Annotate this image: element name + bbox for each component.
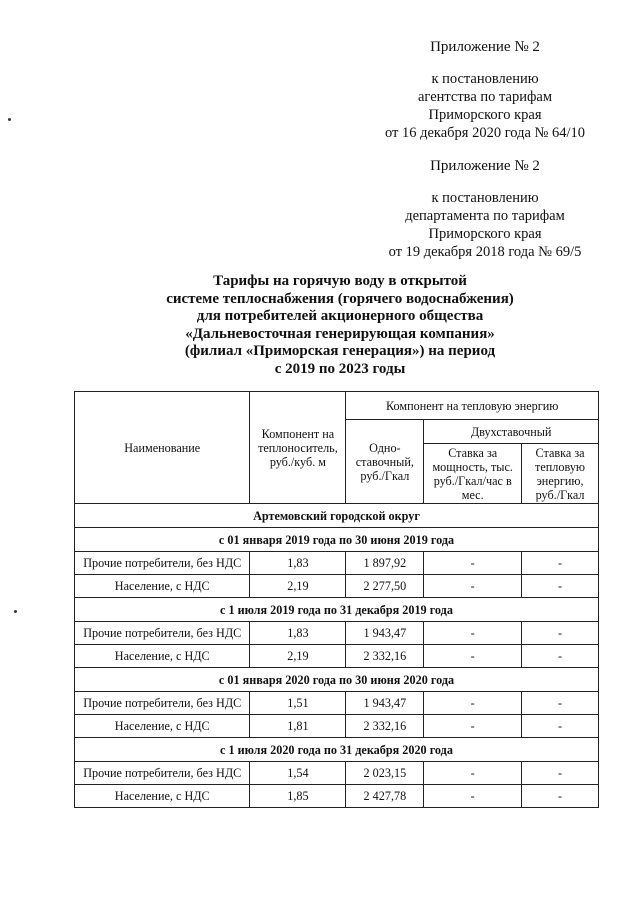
appendix-title: Приложение № 2 [430, 158, 540, 174]
header-energy-rate: Ставка за тепловую энергию, руб./Гкал [522, 444, 599, 504]
power-rate-value: - [424, 785, 522, 808]
energy-rate-value: - [522, 575, 599, 598]
energy-rate-value: - [522, 645, 599, 668]
energy-rate-value: - [522, 552, 599, 575]
carrier-value: 1,85 [250, 785, 346, 808]
period-row: с 1 июля 2020 года по 31 декабря 2020 года [75, 738, 599, 762]
power-rate-value: - [424, 762, 522, 785]
energy-rate-value: - [522, 785, 599, 808]
header-name: Наименование [75, 392, 250, 504]
consumer-name: Население, с НДС [75, 575, 250, 598]
table-row [75, 622, 599, 645]
power-rate-value: - [424, 715, 522, 738]
period-row: с 01 января 2019 года по 30 июня 2019 года [75, 528, 599, 552]
tariff-table [74, 391, 599, 808]
single-rate-value: 2 023,15 [346, 762, 424, 785]
consumer-name: Прочие потребители, без НДС [75, 762, 250, 785]
title-line: системе теплоснабжения (горячего водоснабжения) [166, 290, 514, 307]
table-row [75, 715, 599, 738]
table-row [75, 552, 599, 575]
appendix-block-1 [370, 38, 600, 142]
carrier-value: 1,51 [250, 692, 346, 715]
consumer-name: Прочие потребители, без НДС [75, 692, 250, 715]
region-row: Артемовский городской округ [75, 504, 599, 528]
header-power-rate: Ставка за мощность, тыс. руб./Гкал/час в мес. [424, 444, 522, 504]
consumer-name: Прочие потребители, без НДС [75, 622, 250, 645]
single-rate-value: 2 332,16 [346, 715, 424, 738]
header-carrier-component: Компонент на теплоноситель, руб./куб. м [250, 392, 346, 504]
energy-rate-value: - [522, 715, 599, 738]
single-rate-value: 1 943,47 [346, 622, 424, 645]
single-rate-value: 2 427,78 [346, 785, 424, 808]
title-line: (филиал «Приморская генерация») на период [184, 343, 496, 359]
header-energy-component: Компонент на тепловую энергию [346, 392, 599, 420]
title-line: с 2019 по 2023 годы [274, 360, 406, 377]
power-rate-value: - [424, 692, 522, 715]
power-rate-value: - [424, 622, 522, 645]
energy-rate-value: - [522, 762, 599, 785]
appendix-line: от 19 декабря 2018 года № 69/5 [388, 244, 582, 260]
title-line: для потребителей акционерного общества [196, 308, 484, 324]
energy-rate-value: - [522, 692, 599, 715]
header-two-part-rate: Двухставочный [424, 420, 599, 444]
appendix-title: Приложение № 2 [430, 39, 540, 55]
energy-rate-value: - [522, 622, 599, 645]
carrier-value: 1,54 [250, 762, 346, 785]
single-rate-value: 2 332,16 [346, 645, 424, 668]
table-row [75, 785, 599, 808]
appendix-line: к постановлению [431, 190, 539, 206]
carrier-value: 2,19 [250, 575, 346, 598]
consumer-name: Прочие потребители, без НДС [75, 552, 250, 575]
consumer-name: Население, с НДС [75, 785, 250, 808]
header-single-rate: Одно-ставочный, руб./Гкал [346, 420, 424, 504]
carrier-value: 2,19 [250, 645, 346, 668]
title-line: «Дальневосточная генерирующая компания» [185, 325, 495, 342]
appendix-line: Приморского края [428, 226, 542, 242]
single-rate-value: 1 897,92 [346, 552, 424, 575]
appendix-block-2 [370, 157, 600, 261]
appendix-line: Приморского края [428, 107, 542, 123]
single-rate-value: 2 277,50 [346, 575, 424, 598]
scan-speck [14, 610, 17, 613]
carrier-value: 1,83 [250, 622, 346, 645]
table-row [75, 692, 599, 715]
carrier-value: 1,83 [250, 552, 346, 575]
power-rate-value: - [424, 575, 522, 598]
table-row [75, 645, 599, 668]
carrier-value: 1,81 [250, 715, 346, 738]
power-rate-value: - [424, 552, 522, 575]
document-title [60, 273, 620, 378]
appendix-line: департамента по тарифам [405, 208, 565, 224]
appendix-line: агентства по тарифам [418, 89, 552, 105]
appendix-line: от 16 декабря 2020 года № 64/10 [384, 125, 586, 141]
consumer-name: Население, с НДС [75, 645, 250, 668]
title-line: Тарифы на горячую воду в открытой [213, 273, 467, 289]
period-row: с 01 января 2020 года по 30 июня 2020 года [75, 668, 599, 692]
scan-speck [8, 118, 11, 121]
appendix-line: к постановлению [431, 71, 539, 87]
period-row: с 1 июля 2019 года по 31 декабря 2019 года [75, 598, 599, 622]
single-rate-value: 1 943,47 [346, 692, 424, 715]
power-rate-value: - [424, 645, 522, 668]
consumer-name: Население, с НДС [75, 715, 250, 738]
table-row [75, 762, 599, 785]
table-row [75, 575, 599, 598]
